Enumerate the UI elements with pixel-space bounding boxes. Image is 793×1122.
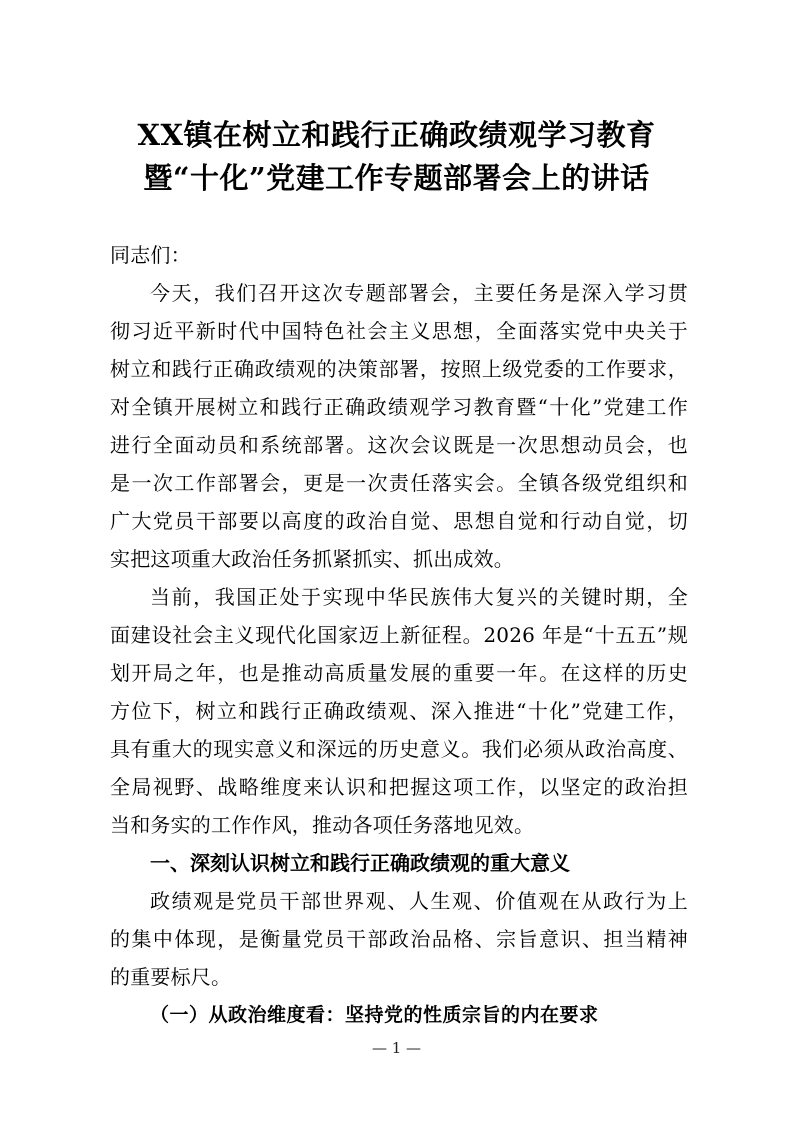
- paragraph-2-line: 面建设社会主义现代化国家迈上新征程。2026 年是“十五五”规: [110, 623, 688, 647]
- paragraph-2-line: 当前，我国正处于实现中华民族伟大复兴的关键时期，全: [150, 585, 688, 609]
- paragraph-1-line: 进行全面动员和系统部署。这次会议既是一次思想动员会，也: [110, 433, 688, 457]
- paragraph-3-line: 的集中体现，是衡量党员干部政治品格、宗旨意识、担当精神: [110, 927, 688, 951]
- paragraph-1-line: 树立和践行正确政绩观的决策部署，按照上级党委的工作要求，: [110, 357, 688, 381]
- document-title-line-2: 暨“十化”党建工作专题部署会上的讲话: [143, 161, 650, 195]
- paragraph-1-line: 广大党员干部要以高度的政治自觉、思想自觉和行动自觉，切: [110, 509, 688, 533]
- paragraph-1-line: 实把这项重大政治任务抓紧抓实、抓出成效。: [110, 547, 514, 571]
- document-title-line-1: XX镇在树立和践行正确政绩观学习教育: [137, 118, 656, 152]
- paragraph-1-line: 今天，我们召开这次专题部署会，主要任务是深入学习贯: [150, 281, 688, 305]
- paragraph-1-line: 是一次工作部署会，更是一次责任落实会。全镇各级党组织和: [110, 471, 688, 495]
- paragraph-1-line: 对全镇开展树立和践行正确政绩观学习教育暨“十化”党建工作: [110, 395, 688, 419]
- section-heading-1: 一、深刻认识树立和践行正确政绩观的重大意义: [150, 851, 570, 875]
- paragraph-1-line: 彻习近平新时代中国特色社会主义思想，全面落实党中央关于: [110, 319, 688, 343]
- paragraph-2-line: 划开局之年，也是推动高质量发展的重要一年。在这样的历史: [110, 661, 688, 685]
- paragraph-2-line: 当和务实的工作作风，推动各项任务落地见效。: [110, 813, 535, 837]
- paragraph-3-line: 政绩观是党员干部世界观、人生观、价值观在从政行为上: [150, 889, 688, 913]
- salutation: 同志们：: [110, 243, 191, 267]
- page-number: — 1 —: [371, 1039, 422, 1057]
- paragraph-2-line: 方位下，树立和践行正确政绩观、深入推进“十化”党建工作，: [110, 699, 688, 723]
- paragraph-2-line: 具有重大的现实意义和深远的历史意义。我们必须从政治高度、: [110, 737, 688, 761]
- paragraph-2-line: 全局视野、战略维度来认识和把握这项工作，以坚定的政治担: [110, 775, 688, 799]
- subsection-heading-1: （一）从政治维度看：坚持党的性质宗旨的内在要求: [150, 1004, 599, 1026]
- paragraph-3-line: 的重要标尺。: [110, 965, 232, 989]
